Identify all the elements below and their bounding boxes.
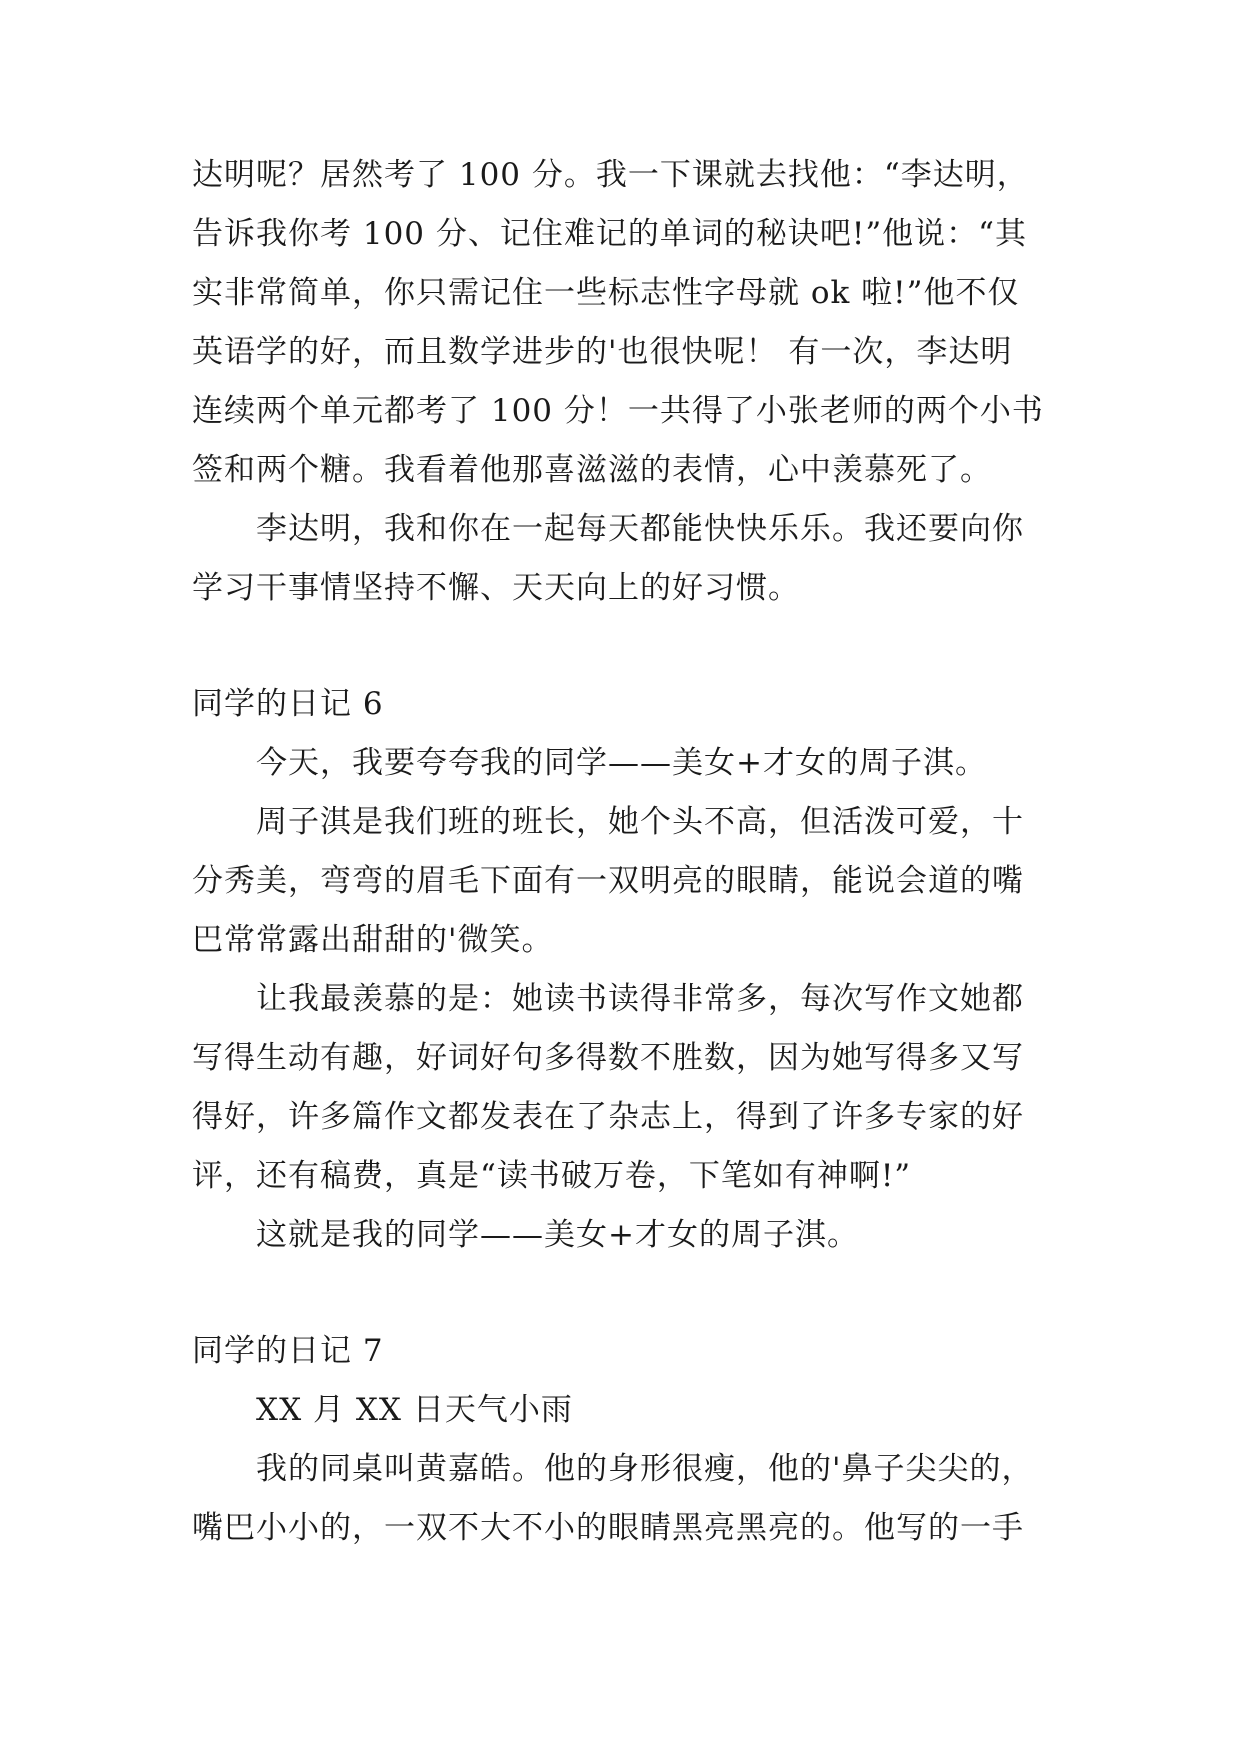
paragraph-line: 嘴巴小小的，一双不大不小的眼睛黑亮黑亮的。他写的一手	[192, 1510, 1024, 1546]
paragraph-line: 周子淇是我们班的班长，她个头不高，但活泼可爱，十	[256, 804, 1024, 840]
paragraph-line: 我的同桌叫黄嘉皓。他的身形很瘦，他的'鼻子尖尖的，	[256, 1451, 1034, 1487]
paragraph-line: 评，还有稿费，真是“读书破万卷，下笔如有神啊!”	[192, 1158, 912, 1194]
paragraph-line: 达明呢？居然考了 100 分。我一下课就去找他：“李达明，	[192, 157, 1029, 193]
paragraph-line: 今天，我要夸夸我的同学——美女+才女的周子淇。	[256, 745, 987, 781]
section-7-title: 同学的日记 7	[192, 1333, 384, 1369]
paragraph-line: 让我最羡慕的是：她读书读得非常多，每次写作文她都	[256, 981, 1024, 1017]
paragraph-line: 巴常常露出甜甜的'微笑。	[192, 922, 554, 958]
date-weather-line: XX 月 XX 日天气小雨	[256, 1392, 573, 1428]
section-6-body	[192, 734, 1072, 1265]
paragraph-line: 这就是我的同学——美女+才女的周子淇。	[256, 1217, 859, 1253]
section-7-body	[192, 1381, 1072, 1558]
paragraph-line: 签和两个糖。我看着他那喜滋滋的表情，心中羡慕死了。	[192, 452, 992, 488]
paragraph-line: 写得生动有趣，好词好句多得数不胜数，因为她写得多又写	[192, 1040, 1024, 1076]
paragraph-line: 英语学的好，而且数学进步的'也很快呢！ 有一次，李达明	[192, 334, 1013, 370]
paragraph-line: 李达明，我和你在一起每天都能快快乐乐。我还要向你	[256, 511, 1024, 547]
paragraph-line: 分秀美，弯弯的眉毛下面有一双明亮的眼睛，能说会道的嘴	[192, 863, 1024, 899]
paragraph-line: 得好，许多篇作文都发表在了杂志上，得到了许多专家的好	[192, 1099, 1024, 1135]
paragraph-line: 学习干事情坚持不懈、天天向上的好习惯。	[192, 570, 800, 606]
paragraph-line: 告诉我你考 100 分、记住难记的单词的秘诀吧!”他说：“其	[192, 216, 1028, 252]
paragraph-line: 实非常简单，你只需记住一些标志性字母就 ok 啦!”他不仅	[192, 275, 1020, 311]
paragraph-line: 连续两个单元都考了 100 分！一共得了小张老师的两个小书	[192, 393, 1044, 429]
section-6-title: 同学的日记 6	[192, 686, 384, 722]
previous-section-body	[192, 146, 1072, 618]
